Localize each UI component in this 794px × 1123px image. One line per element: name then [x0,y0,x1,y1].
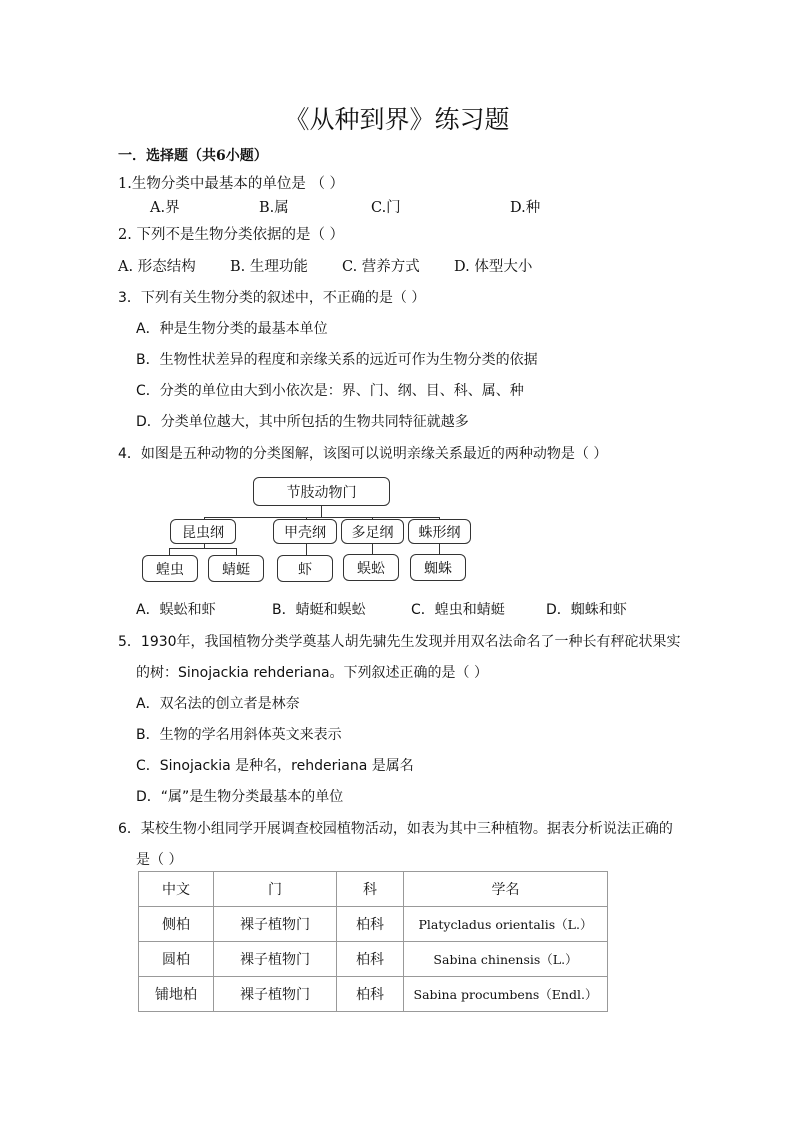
diagram-root-node: 节肢动物门 [253,477,390,506]
diagram-class-crustacea: 甲壳纲 [273,519,337,544]
q5-stem-line2: 的树：Sinojackia rehderiana。下列叙述正确的是（ ） [136,665,488,681]
plant-table [138,871,608,1012]
diagram-connector [169,548,170,555]
q2-option-c: C. 营养方式 [342,259,420,275]
q2-option-d: D. 体型大小 [454,259,533,275]
table-cell: 裸子植物门 [214,907,337,942]
diagram-connector [204,517,440,518]
diagram-connector [321,506,322,517]
table-cell: 铺地柏 [139,977,214,1012]
q1-stem: 1.生物分类中最基本的单位是 （ ） [118,176,345,192]
table-row [139,977,608,1012]
q1-option-b: B.属 [259,200,289,216]
table-header-cell: 中文 [139,872,214,907]
diagram-animal-centipede: 蜈蚣 [343,554,399,581]
diagram-connector [169,548,237,549]
q3-option-a: A．种是生物分类的最基本单位 [136,321,328,337]
q5-option-d: D．“属”是生物分类最基本的单位 [136,789,344,805]
table-cell: 柏科 [337,977,404,1012]
q3-option-b: B．生物性状差异的程度和亲缘关系的远近可作为生物分类的依据 [136,352,538,368]
diagram-class-myriapoda: 多足纲 [341,519,404,544]
q2-option-b: B. 生理功能 [230,259,308,275]
table-cell: 裸子植物门 [214,977,337,1012]
q4-option-a: A．蜈蚣和虾 [136,602,216,618]
section-heading: 一．选择题（共6小题） [118,148,268,164]
q4-option-b: B．蜻蜓和蜈蚣 [272,602,366,618]
diagram-connector [236,548,237,555]
table-row [139,942,608,977]
diagram-class-arachnida: 蛛形纲 [408,519,471,544]
q1-option-c: C.门 [371,200,401,216]
diagram-animal-shrimp: 虾 [277,555,333,582]
q1-option-d: D.种 [510,200,541,216]
table-header-cell: 科 [337,872,404,907]
q2-stem: 2. 下列不是生物分类依据的是（ ） [118,227,345,243]
table-cell: 柏科 [337,907,404,942]
table-cell: 柏科 [337,942,404,977]
q4-stem: 4．如图是五种动物的分类图解，该图可以说明亲缘关系最近的两种动物是（ ） [118,446,608,462]
q5-option-c: C．Sinojackia 是种名，rehderiana 是属名 [136,758,414,774]
table-row [139,907,608,942]
table-cell: Sabina procumbens（Endl.） [404,977,608,1012]
q5-stem-line1: 5．1930年，我国植物分类学奠基人胡先骕先生发现并用双名法命名了一种长有秤砣状果实 [118,634,681,650]
q6-stem-line2: 是（ ） [136,852,183,868]
diagram-connector [439,544,440,554]
diagram-connector [306,544,307,555]
diagram-animal-locust: 蝗虫 [142,555,198,582]
q3-option-d: D．分类单位越大，其中所包括的生物共同特征就越多 [136,414,469,430]
q5-option-b: B．生物的学名用斜体英文来表示 [136,727,342,743]
table-header-cell: 学名 [404,872,608,907]
q3-stem: 3．下列有关生物分类的叙述中，不正确的是（ ） [118,290,426,306]
q2-option-a: A. 形态结构 [118,259,196,275]
diagram-animal-spider: 蜘蛛 [410,554,466,581]
page-title: 《从种到界》练习题 [284,105,510,134]
table-cell: Sabina chinensis（L.） [404,942,608,977]
q6-stem-line1: 6．某校生物小组同学开展调查校园植物活动，如表为其中三种植物。据表分析说法正确的 [118,821,673,837]
diagram-class-insecta: 昆虫纲 [170,519,236,544]
table-cell: Platycladus orientalis（L.） [404,907,608,942]
q1-option-a: A.界 [150,200,180,216]
q4-option-c: C．蝗虫和蜻蜓 [411,602,505,618]
table-cell: 侧柏 [139,907,214,942]
diagram-animal-dragonfly: 蜻蜓 [208,555,264,582]
diagram-connector [372,544,373,554]
q4-option-d: D．蜘蛛和虾 [546,602,627,618]
table-header-row [139,872,608,907]
table-cell: 裸子植物门 [214,942,337,977]
q3-option-c: C．分类的单位由大到小依次是：界、门、纲、目、科、属、种 [136,383,524,399]
table-header-cell: 门 [214,872,337,907]
table-cell: 圆柏 [139,942,214,977]
q5-option-a: A．双名法的创立者是林奈 [136,696,300,712]
